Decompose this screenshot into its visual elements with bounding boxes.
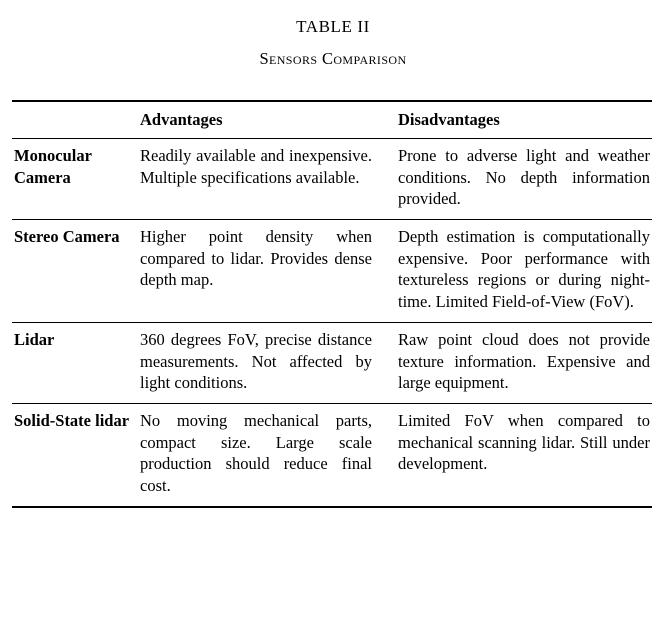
cell-disadvantages-stereo-camera: Depth estimation is computationally expensive. Poor performance with textureless regions or during night-time. Limited Field-of-View (FoV). bbox=[398, 227, 650, 311]
row-label-monocular-camera: Monocular Camera bbox=[14, 146, 92, 187]
cell-advantages-stereo-camera: Higher point density when compared to lidar. Provides dense depth map. bbox=[140, 227, 372, 290]
table-header-row bbox=[12, 102, 652, 139]
row-label-stereo-camera: Stereo Camera bbox=[14, 227, 120, 247]
cell-disadvantages-lidar: Raw point cloud does not provide texture information. Expensive and large equipment. bbox=[398, 330, 650, 393]
column-header-sensor bbox=[12, 102, 140, 139]
table-bottom-rule bbox=[12, 507, 652, 508]
cell-advantages-monocular-camera: Readily available and inexpensive. Multiple specifications available. bbox=[140, 146, 372, 187]
row-label-solid-state-lidar: Solid-State lidar bbox=[14, 411, 130, 431]
table-number: TABLE II bbox=[296, 17, 370, 36]
table-title: Sensors Comparison bbox=[259, 48, 407, 68]
column-header-disadvantages: Disadvantages bbox=[398, 110, 500, 129]
table-row bbox=[12, 220, 652, 322]
table-row bbox=[12, 404, 652, 507]
cell-disadvantages-monocular-camera: Prone to adverse light and weather conditions. No depth information provided. bbox=[398, 146, 650, 208]
table-row bbox=[12, 139, 652, 220]
table-row bbox=[12, 323, 652, 404]
table-caption bbox=[0, 0, 666, 68]
cell-advantages-solid-state-lidar: No moving mechanical parts, compact size. Large scale production should reduce final cost. bbox=[140, 411, 372, 495]
column-header-advantages: Advantages bbox=[140, 110, 223, 129]
cell-advantages-lidar: 360 degrees FoV, precise distance measurements. Not affected by light conditions. bbox=[140, 330, 372, 393]
sensors-comparison-table bbox=[12, 100, 652, 508]
sensors-table-container bbox=[12, 100, 652, 508]
row-label-lidar: Lidar bbox=[14, 330, 55, 350]
cell-disadvantages-solid-state-lidar: Limited FoV when compared to mechanical scanning lidar. Still under development. bbox=[398, 411, 650, 474]
